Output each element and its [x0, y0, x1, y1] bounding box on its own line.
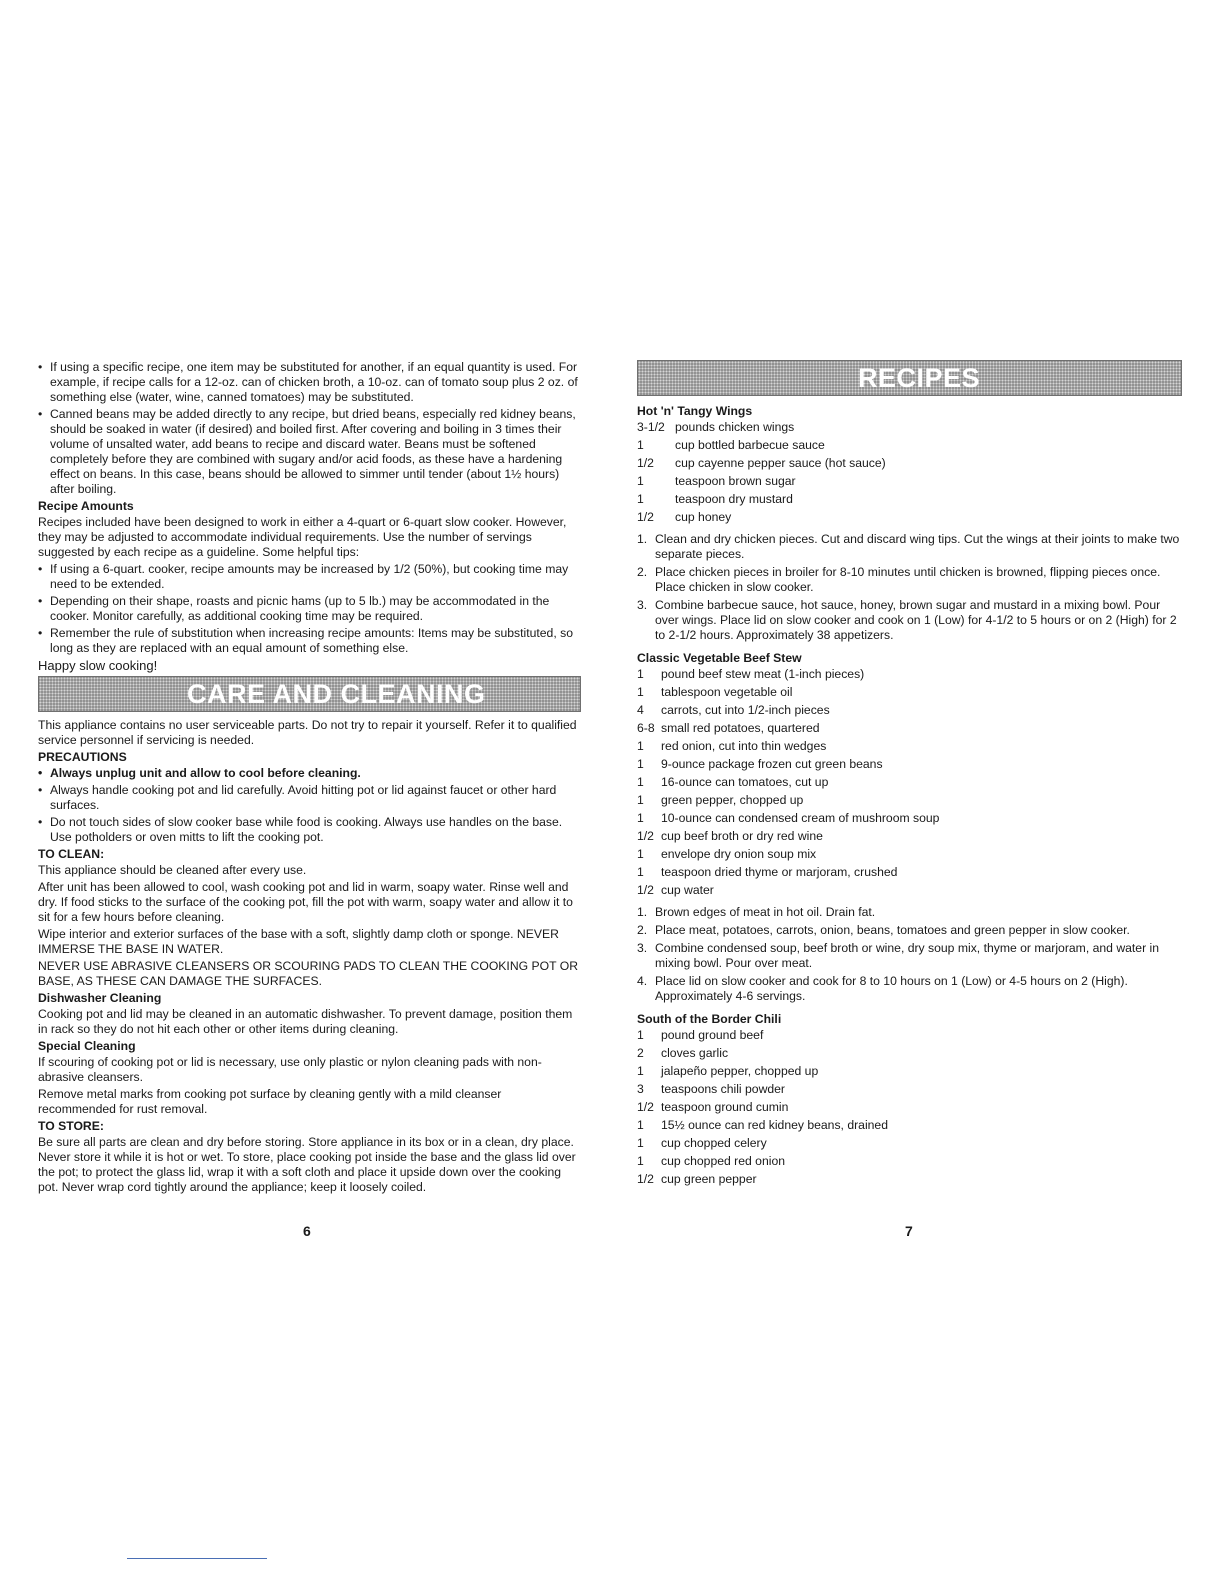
step-number: 2.	[637, 565, 648, 579]
ingredient-qty: 4	[637, 703, 644, 717]
ingredient	[637, 438, 1182, 453]
step-number: 2.	[637, 923, 648, 937]
left-page	[38, 360, 581, 1197]
ingredient	[637, 1136, 1182, 1151]
ingredient-item: cup green pepper	[661, 1172, 757, 1186]
ingredient-qty: 1	[637, 775, 644, 789]
recipe-amounts-bullet: • Remember the rule of substitution when increasing recipe amounts: Items may be substituted, so long as they are replaced with an equal amount of something else.	[38, 626, 581, 656]
ingredient-item: cup chopped celery	[661, 1136, 767, 1150]
precautions-heading: PRECAUTIONS	[38, 750, 127, 764]
ingredient-item: pound beef stew meat (1-inch pieces)	[661, 667, 865, 681]
care-cleaning-banner-title: CARE AND CLEANING	[187, 679, 486, 709]
to-clean-paragraph: This appliance should be cleaned after every use.	[38, 863, 307, 877]
ingredient	[637, 685, 1182, 700]
step-text: Combine condensed soup, beef broth or wine, dry soup mix, thyme or marjoram, and water in mixing bowl. Pour over meat.	[655, 941, 1159, 970]
ingredient-qty: 2	[637, 1046, 644, 1060]
recipe-amounts-bullet: • Depending on their shape, roasts and picnic hams (up to 5 lb.) may be accommodated in the cooker. Monitor carefully, as additional cooking time may be required.	[38, 594, 581, 624]
ingredient-item: teaspoon ground cumin	[661, 1100, 789, 1114]
precaution-bullet: • Always handle cooking pot and lid carefully. Avoid hitting pot or lid against faucet or other hard surfaces.	[38, 783, 581, 813]
ingredient	[637, 721, 1182, 736]
recipe-step	[637, 974, 1182, 1004]
ingredient-qty: 1/2	[637, 1172, 654, 1186]
ingredient-item: teaspoon dry mustard	[675, 492, 793, 506]
ingredient-qty: 3	[637, 1082, 644, 1096]
dishwasher-text: Cooking pot and lid may be cleaned in an automatic dishwasher. To prevent damage, position them in rack so they do not hit each other or other items during cleaning.	[38, 1007, 573, 1036]
recipe	[637, 404, 1182, 643]
recipe-step	[637, 532, 1182, 562]
ingredient-item: cloves garlic	[661, 1046, 729, 1060]
ingredient	[637, 1172, 1182, 1187]
ingredient-item: green pepper, chopped up	[661, 793, 804, 807]
ingredient-qty: 1	[637, 811, 644, 825]
ingredient-qty: 1	[637, 793, 644, 807]
ingredient-qty: 1	[637, 1028, 644, 1042]
recipe-amounts-heading: Recipe Amounts	[38, 499, 134, 513]
ingredient	[637, 1100, 1182, 1115]
ingredient-item: jalapeño pepper, chopped up	[661, 1064, 819, 1078]
ingredient-qty: 6-8	[637, 721, 655, 735]
ingredient	[637, 703, 1182, 718]
recipe-title: South of the Border Chili	[637, 1012, 782, 1026]
step-text: Place meat, potatoes, carrots, onion, beans, tomatoes and green pepper in slow cooker.	[655, 923, 1130, 937]
ingredient	[637, 1118, 1182, 1133]
precaution-bold-bullet: • Always unplug unit and allow to cool before cleaning.	[38, 766, 581, 781]
ingredient-qty: 1	[637, 474, 644, 488]
dishwasher-heading: Dishwasher Cleaning	[38, 991, 162, 1005]
recipes-banner-title: RECIPES	[858, 363, 981, 393]
ingredient-item: tablespoon vegetable oil	[661, 685, 793, 699]
step-text: Place lid on slow cooker and cook for 8 to 10 hours on 1 (Low) or 4-5 hours on 2 (High). Approximately 4-6 servings.	[655, 974, 1128, 1003]
to-clean-heading: TO CLEAN:	[38, 847, 105, 861]
special-cleaning-paragraph: Remove metal marks from cooking pot surface by cleaning gently with a mild cleanser recommended for rust removal.	[38, 1087, 502, 1116]
step-number: 3.	[637, 941, 648, 955]
ingredient-qty: 1	[637, 1136, 644, 1150]
ingredient-qty: 1	[637, 847, 644, 861]
ingredient	[637, 1046, 1182, 1061]
ingredient-qty: 3-1/2	[637, 420, 665, 434]
ingredient-item: 15½ ounce can red kidney beans, drained	[661, 1118, 888, 1132]
ingredient-item: pound ground beef	[661, 1028, 764, 1042]
ingredient	[637, 865, 1182, 880]
ingredient	[637, 474, 1182, 489]
ingredient	[637, 1082, 1182, 1097]
recipe-step	[637, 905, 1182, 920]
step-text: Brown edges of meat in hot oil. Drain fat.	[655, 905, 876, 919]
recipe-step	[637, 598, 1182, 643]
to-clean-paragraph: NEVER USE ABRASIVE CLEANSERS OR SCOURING PADS TO CLEAN THE COOKING POT OR BASE, AS THESE CAN DAMAGE THE SURFACES.	[38, 959, 578, 988]
recipe-amounts-bullet: • If using a 6-quart. cooker, recipe amounts may be increased by 1/2 (50%), but cooking time may need to be extended.	[38, 562, 581, 592]
step-text: Place chicken pieces in broiler for 8-10 minutes until chicken is browned, flipping pieces once. Place chicken in slow cooker.	[655, 565, 1161, 594]
step-number: 1.	[637, 532, 648, 546]
care-cleaning-banner	[38, 676, 581, 712]
ingredient	[637, 1028, 1182, 1043]
ingredient-item: 9-ounce package frozen cut green beans	[661, 757, 883, 771]
recipe-amounts-text: Recipes included have been designed to work in either a 4-quart or 6-quart slow cooker. However, they may be adjusted to accommodate individual requirements. Use the number of servings suggested by each recipe as a guideline. Some helpful tips:	[38, 515, 567, 559]
ingredient	[637, 510, 1182, 525]
special-cleaning-paragraph: If scouring of cooking pot or lid is necessary, use only plastic or nylon cleaning pads with non-abrasive cleansers.	[38, 1055, 542, 1084]
ingredient-item: cup water	[661, 883, 714, 897]
ingredient-item: 10-ounce can condensed cream of mushroom soup	[661, 811, 940, 825]
ingredient-qty: 1/2	[637, 829, 654, 843]
page-number-right: 7	[905, 1223, 913, 1239]
ingredient-item: cup honey	[675, 510, 732, 524]
step-text: Combine barbecue sauce, hot sauce, honey, brown sugar and mustard in a mixing bowl. Pour over wings. Place lid on slow cooker and cook on 1 (Low) for 4-1/2 to 5 hours or on 2 (High) for 2 to 2-1/2 hours. Approximately 38 appetizers.	[655, 598, 1177, 642]
recipe-step	[637, 565, 1182, 595]
recipes-banner	[637, 360, 1182, 396]
precaution-bullet: • Do not touch sides of slow cooker base while food is cooking. Always use handles on the base. Use potholders or oven mitts to lift the cooking pot.	[38, 815, 581, 845]
ingredient	[637, 811, 1182, 826]
ingredient-qty: 1	[637, 865, 644, 879]
ingredient-item: cup cayenne pepper sauce (hot sauce)	[675, 456, 886, 470]
to-store-text: Be sure all parts are clean and dry before storing. Store appliance in its box or in a clean, dry place. Never store it while it is hot or wet. To store, place cooking pot inside the base and the glass lid over the pot; to protect the glass lid, wrap it with a soft cloth and place it upside down over the cooking pot. Never wrap cord tightly around the appliance; keep it loosely coiled.	[38, 1135, 576, 1194]
ingredient-item: cup bottled barbecue sauce	[675, 438, 825, 452]
ingredient-qty: 1	[637, 757, 644, 771]
ingredient	[637, 456, 1182, 471]
ingredient-item: envelope dry onion soup mix	[661, 847, 817, 861]
ingredient-item: cup beef broth or dry red wine	[661, 829, 823, 843]
to-store-heading: TO STORE:	[38, 1119, 104, 1133]
recipe-title: Classic Vegetable Beef Stew	[637, 651, 802, 665]
ingredient	[637, 883, 1182, 898]
ingredient-item: carrots, cut into 1/2-inch pieces	[661, 703, 830, 717]
ingredient-qty: 1	[637, 685, 644, 699]
ingredient-qty: 1/2	[637, 883, 654, 897]
recipe-step	[637, 923, 1182, 938]
step-number: 3.	[637, 598, 648, 612]
happy-cooking-text: Happy slow cooking!	[38, 658, 158, 673]
ingredient	[637, 1154, 1182, 1169]
ingredient	[637, 793, 1182, 808]
care-intro-text: This appliance contains no user serviceable parts. Do not try to repair it yourself. Refer it to qualified service personnel if servicing is needed.	[38, 718, 577, 747]
ingredient-qty: 1	[637, 492, 644, 506]
step-number: 4.	[637, 974, 648, 988]
recipe	[637, 1012, 1182, 1187]
step-text: Clean and dry chicken pieces. Cut and discard wing tips. Cut the wings at their joints to make two separate pieces.	[655, 532, 1180, 561]
ingredient	[637, 492, 1182, 507]
ingredient-item: pounds chicken wings	[675, 420, 795, 434]
to-clean-paragraph: After unit has been allowed to cool, wash cooking pot and lid in warm, soapy water. Rinse well and dry. If food sticks to the surface of the cooking pot, fill the pot with warm, soapy water and allow it to sit for a few hours before cleaning.	[38, 880, 573, 924]
ingredient-item: teaspoon brown sugar	[675, 474, 796, 488]
ingredient-item: 16-ounce can tomatoes, cut up	[661, 775, 829, 789]
ingredient-item: teaspoon dried thyme or marjoram, crushed	[661, 865, 898, 879]
recipe-step	[637, 941, 1182, 971]
ingredient-item: red onion, cut into thin wedges	[661, 739, 827, 753]
ingredient	[637, 847, 1182, 862]
ingredient-qty: 1/2	[637, 456, 654, 470]
ingredient-qty: 1/2	[637, 510, 654, 524]
page-number-left: 6	[303, 1223, 311, 1239]
ingredient-qty: 1/2	[637, 1100, 654, 1114]
ingredient-item: small red potatoes, quartered	[661, 721, 820, 735]
special-cleaning-heading: Special Cleaning	[38, 1039, 136, 1053]
ingredient	[637, 757, 1182, 772]
ingredient	[637, 420, 1182, 435]
ingredient-item: cup chopped red onion	[661, 1154, 786, 1168]
intro-bullet: • If using a specific recipe, one item may be substituted for another, if an equal quantity is used. For example, if recipe calls for a 12-oz. can of chicken broth, a 10-oz. can of tomato soup plus 2 oz. of something else (water, wine, canned tomatoes) may be substituted.	[38, 360, 581, 405]
ingredient-qty: 1	[637, 438, 644, 452]
ingredient	[637, 667, 1182, 682]
ingredient	[637, 829, 1182, 844]
footer-rule	[127, 1558, 267, 1559]
ingredient-item: teaspoons chili powder	[661, 1082, 785, 1096]
ingredient	[637, 739, 1182, 754]
recipe	[637, 651, 1182, 1004]
ingredient-qty: 1	[637, 1064, 644, 1078]
ingredient	[637, 1064, 1182, 1079]
intro-bullet: • Canned beans may be added directly to any recipe, but dried beans, especially red kidney beans, should be soaked in water (if desired) and boiled first. After covering and boiling in 3 times their volume of unsalted water, add beans to recipe and discard water. Beans must be softened completely before they are combined with sugary and/or acid foods, as these have a hardening effect on beans. In this case, beans should be allowed to simmer until tender (about 1½ hours) after boiling.	[38, 407, 581, 497]
ingredient	[637, 775, 1182, 790]
to-clean-paragraph: Wipe interior and exterior surfaces of the base with a soft, slightly damp cloth or sponge. NEVER IMMERSE THE BASE IN WATER.	[38, 927, 559, 956]
recipe-title: Hot 'n' Tangy Wings	[637, 404, 753, 418]
right-page	[637, 360, 1182, 1190]
step-number: 1.	[637, 905, 648, 919]
ingredient-qty: 1	[637, 739, 644, 753]
ingredient-qty: 1	[637, 667, 644, 681]
ingredient-qty: 1	[637, 1118, 644, 1132]
ingredient-qty: 1	[637, 1154, 644, 1168]
